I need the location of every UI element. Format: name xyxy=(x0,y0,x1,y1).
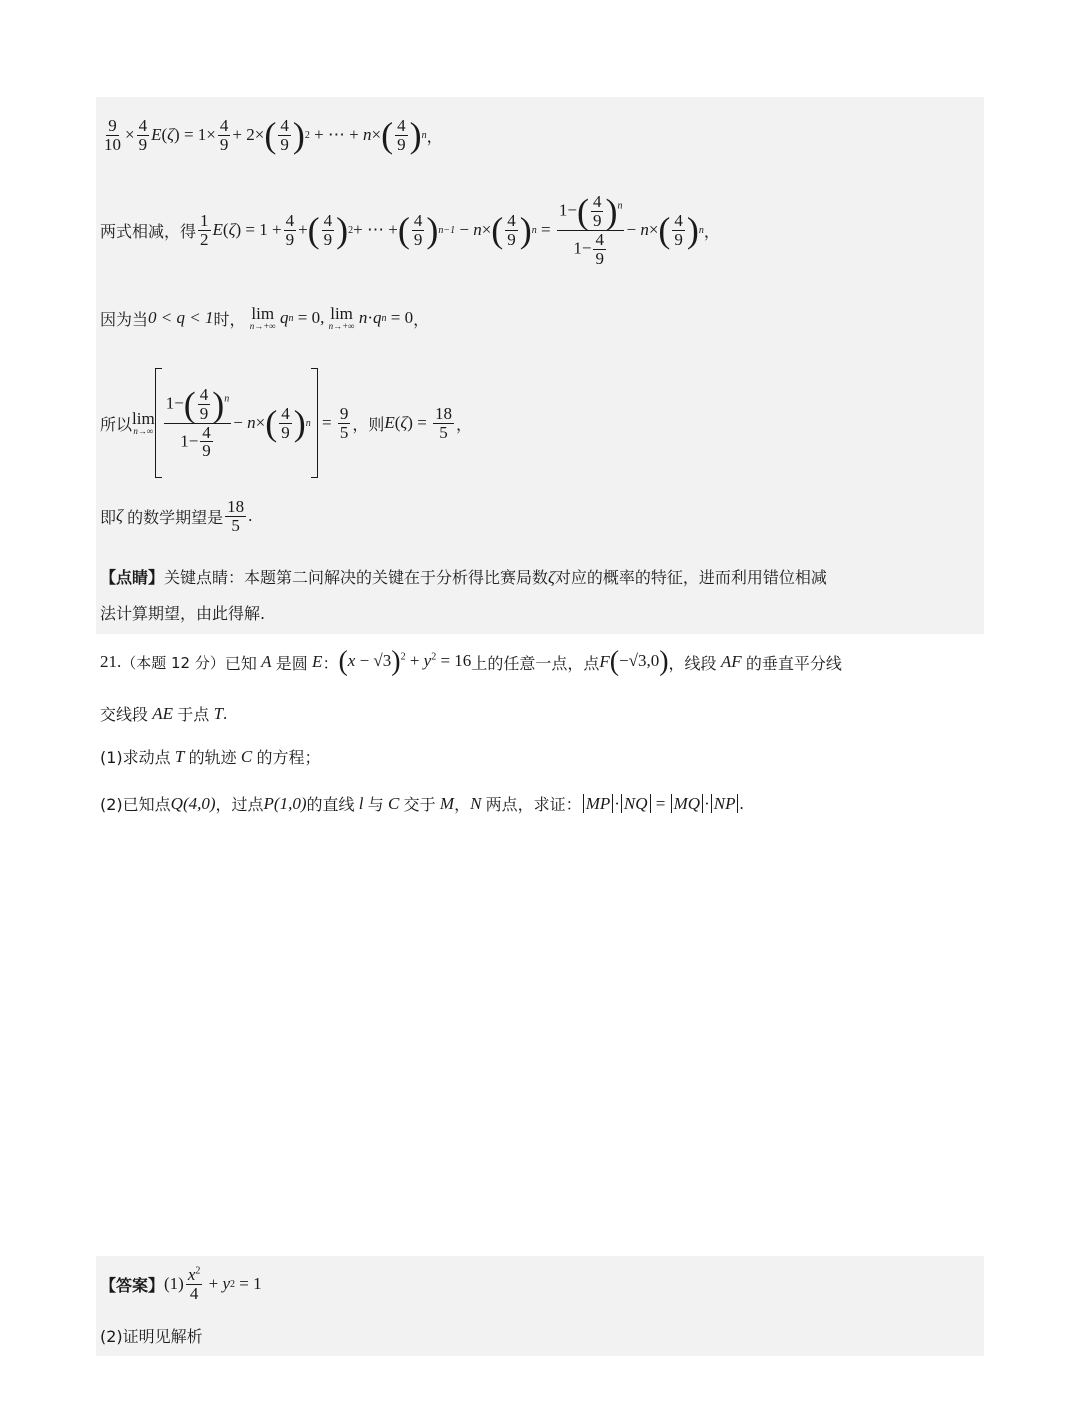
equation-line-4: 所以 lim n→∞ 1−( $\frac{4}{9}$ )$^n$ 1− $\frac{4}{9}$ − n × ( $\frac{4}{9}$ ) n = $\frac{9}{5}$ ，则 E ( ζ ) = $\frac{18}{5}$ ， xyxy=(100,368,472,478)
therefore-text: 所以 xyxy=(100,414,133,434)
part2-d: 与 xyxy=(367,795,384,814)
equation-line-5: 即 ζ 的数学期望是 $\frac{18}{5}$ . xyxy=(100,497,253,535)
namely-text: 即 xyxy=(100,507,117,527)
point-p: P(1,0) xyxy=(263,793,307,813)
limit-3: lim n→∞ xyxy=(132,409,155,436)
answer-part1-prefix: (1) xyxy=(164,1274,184,1294)
problem-21-line-2: 交线段 AE 于点 T . xyxy=(100,703,228,724)
circle-equation: $(x - √3)^2 + y^2 = 16$ xyxy=(338,646,472,677)
p21-text-a: 已知 xyxy=(224,653,257,673)
answer-line-1 xyxy=(100,1266,262,1303)
limit-1-result: = 0, xyxy=(297,308,325,327)
part2-b: ，过点 xyxy=(215,795,264,814)
part2-f: 两点，求证： xyxy=(485,795,582,814)
p21-text-b: 是圆 xyxy=(275,653,308,673)
p21-line2-a: 交线段 xyxy=(100,705,149,724)
part2-a: (2)已知点 xyxy=(100,795,171,814)
equation-line-2: 两式相减，得 $\frac{1}{2}$ E ( ζ ) = 1 + $\frac{4}{9}$ + ( $\frac{4}{9}$ ) 2 + ⋯ + ( $\frac{4}{9}$ ) n−1 − n × ( $\frac{4}{9}$ ) n = 1−( $\frac{4}{9}$ )$^n$ 1− $\frac{4}{9}$ − n × ( $\frac{4}{9}$ ) n ， xyxy=(100,191,720,268)
limit-2: lim n→+∞ xyxy=(328,304,355,331)
part1-a: (1)求动点 xyxy=(100,748,171,767)
dianjing-text-a: 关键点睛：本题第二问解决的关键在于分析得比赛局数 xyxy=(164,568,549,587)
p21-text-d: ，线段 xyxy=(668,653,717,673)
p21-text-c: 上的任意一点，点 xyxy=(471,653,600,673)
p21-line2-b: 于点 xyxy=(177,705,210,724)
answer-line-2 xyxy=(100,1324,203,1347)
problem-number: 21. xyxy=(100,652,122,671)
when-text: 时， xyxy=(213,309,246,329)
expectation-text: 的数学期望是 xyxy=(127,507,224,527)
then-text: ，则 xyxy=(352,414,385,434)
ellipse-equation: $\frac{x^2}{4}$ + y 2 = 1 xyxy=(187,1265,262,1303)
condition: 0 < q < 1 xyxy=(148,308,214,327)
problem-21-line-1: 21. （本题 12 分） 已知 A 是圆 E ： $(x - √3)^2 + y^2 = 16$ 上的任意一点，点 F (−√3,0) ，线段 AF 的垂直平分线 xyxy=(100,646,842,677)
problem-score: （本题 12 分） xyxy=(121,653,225,672)
p21-text-e: 的垂直平分线 xyxy=(745,653,842,673)
limit-1: lim n→+∞ xyxy=(249,304,276,331)
dianjing-text-b: 对应的概率的特征，进而利用错位相减 xyxy=(554,568,827,587)
part1-c: 的方程； xyxy=(256,748,321,767)
equation-line-3: 因为当 0 < q < 1 时， lim n→+∞ q n = 0, lim n→+∞ n · q n = 0 ， xyxy=(100,304,430,331)
comma: ， xyxy=(413,309,430,329)
part2-c: 的直线 xyxy=(306,795,355,814)
solution-background xyxy=(96,97,984,634)
equation-line-1: $\frac{9}{10}$ × $\frac{4}{9}$ E ( ζ ) = 1× $\frac{4}{9}$ + 2× ( $\frac{4}{9}$ ) 2 + ⋯ + n × ( $\frac{4}{9}$ ) n ， xyxy=(104,115,443,156)
dianjing-paragraph: 【点睛】关键点睛：本题第二问解决的关键在于分析得比赛局数ζ对应的概率的特征，进而利用错位相减 法计算期望，由此得解. xyxy=(100,568,827,623)
limit-2-result: = 0 xyxy=(390,308,414,327)
because-text: 因为当 xyxy=(100,309,149,329)
part2-e: 交于 xyxy=(403,795,436,814)
problem-21-part-2: (2)已知点 Q(4,0) ，过点 P(1,0) 的直线 l 与 C 交于 M ， N 两点，求证： MP · NQ = MQ · NP . xyxy=(100,793,744,814)
dianjing-label: 【点睛】 xyxy=(100,568,165,587)
point-q: Q(4,0) xyxy=(170,793,216,813)
answer-part2: (2)证明见解析 xyxy=(100,1327,203,1346)
part1-b: 的轨迹 xyxy=(188,748,237,767)
answer-label: 【答案】 xyxy=(100,1275,165,1295)
problem-21-part-1: (1)求动点 T 的轨迹 C 的方程； xyxy=(100,746,321,767)
proof-statement: MP · NQ = MQ · NP . xyxy=(582,794,744,814)
subtract-text: 两式相减，得 xyxy=(100,221,197,241)
dianjing-text-c: 法计算期望，由此得解. xyxy=(100,604,266,623)
